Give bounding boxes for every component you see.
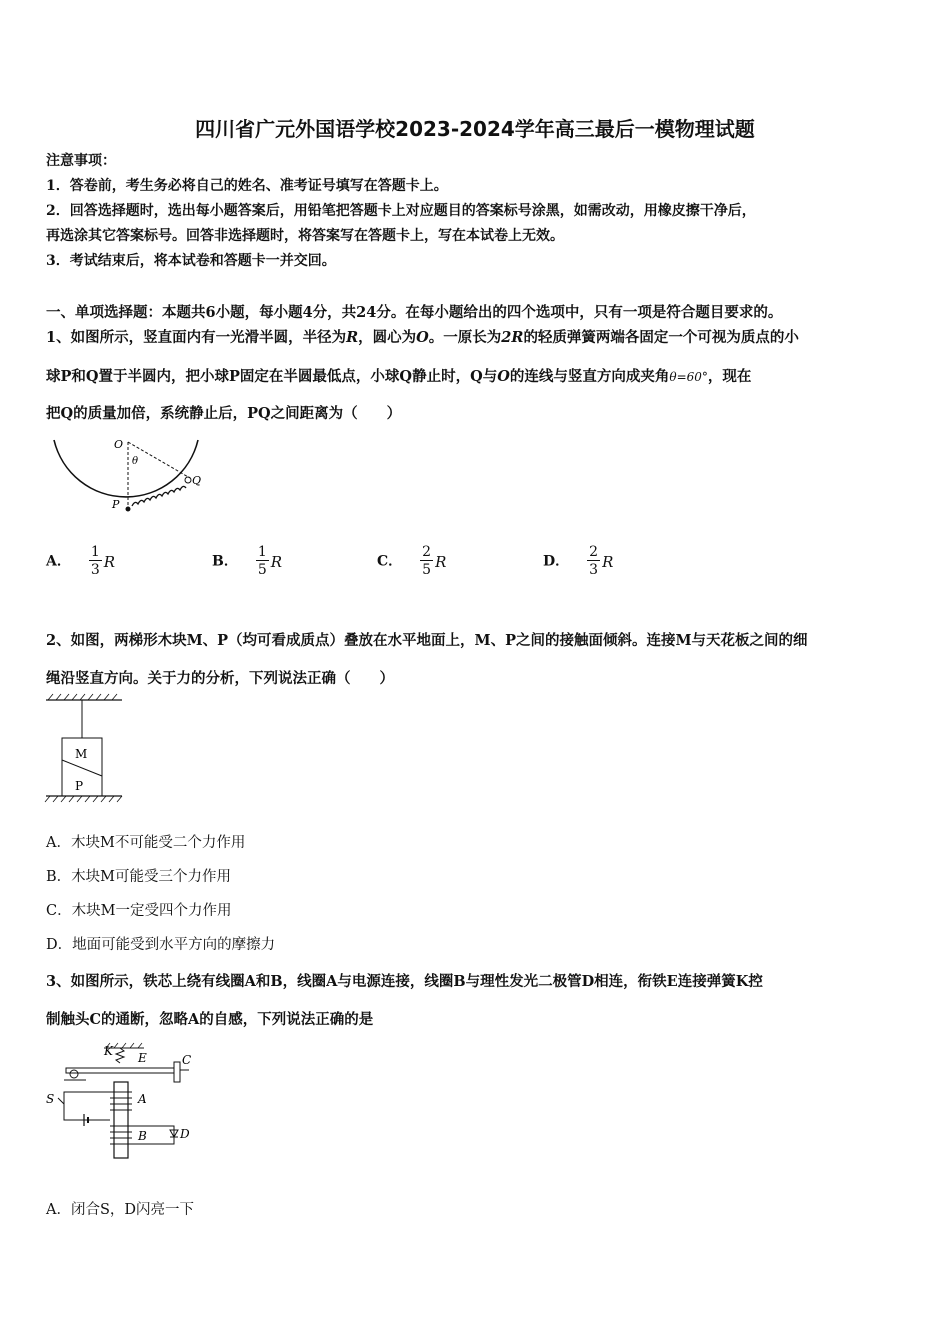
- pivot: [70, 1070, 78, 1078]
- label-s: S: [46, 1092, 55, 1106]
- q3-circuit-figure: [44, 1040, 194, 1166]
- theta-formula: θ=60°: [669, 370, 708, 384]
- label-a: A: [138, 1092, 147, 1106]
- q1-option-c[interactable]: C． $\frac{2}{5}$ R: [377, 544, 447, 578]
- notice-item-3: 3．考试结束后，将本试卷和答题卡一并交回。: [46, 253, 336, 269]
- page-title: 四川省广元外国语学校2023-2024学年高三最后一模物理试题: [195, 117, 755, 141]
- q3-line-2: 制触头C的通断，忽略A的自感，下列说法正确的是: [46, 1011, 374, 1028]
- q2-option-c[interactable]: C．木块M一定受四个力作用: [46, 903, 232, 919]
- label-p: P: [75, 779, 84, 793]
- notice-item-1: 1．答卷前，考生务必将自己的姓名、准考证号填写在答题卡上。: [46, 178, 448, 194]
- q2-line-2: 绳沿竖直方向。关于力的分析，下列说法正确（ ）: [46, 670, 394, 687]
- label-m: M: [75, 747, 88, 761]
- label-q: Q: [192, 474, 202, 487]
- q2-option-a[interactable]: A．木块M不可能受二个力作用: [46, 835, 246, 851]
- q1-option-d[interactable]: D． $\frac{2}{3}$ R: [543, 544, 614, 578]
- coil-a-circuit: [64, 1092, 110, 1120]
- label-e: E: [138, 1051, 147, 1065]
- slanted-interface: [62, 760, 102, 776]
- q1-line-3: 把Q的质量加倍，系统静止后，PQ之间距离为（ ）: [46, 405, 402, 422]
- q2-option-d[interactable]: D．地面可能受到水平方向的摩擦力: [46, 937, 276, 953]
- q2-option-b[interactable]: B．木块M可能受三个力作用: [46, 869, 232, 885]
- label-o: O: [114, 438, 124, 451]
- section-heading: 一、单项选择题：本题共6小题，每小题4分，共24分。在每小题给出的四个选项中，只有一项是符合题目要求的。: [46, 304, 783, 321]
- ceiling-hatch: [48, 694, 117, 700]
- q3-line-1: 3、如图所示，铁芯上绕有线圈A和B，线圈A与电源连接，线圈B与理性发光二极管D相连，衔铁E连接弹簧K控: [46, 973, 763, 990]
- switch-s: [58, 1098, 64, 1104]
- spring-k: [116, 1048, 124, 1063]
- q1-line-2: 球P和Q置于半圆内，把小球P固定在半圆最低点，小球Q静止时，Q与O的连线与竖直方向成夹角θ=60°，现在: [46, 368, 752, 385]
- ground-hatch: [45, 796, 122, 802]
- iron-core: [114, 1082, 128, 1158]
- armature-e: [66, 1068, 174, 1073]
- label-c: C: [182, 1053, 192, 1067]
- q2-blocks-figure: [44, 692, 126, 804]
- notice-heading: 注意事项：: [46, 153, 116, 169]
- q1-line-1: 1、如图所示，竖直面内有一光滑半圆，半径为R，圆心为O。一原长为2R的轻质弹簧两端各固定一个可视为质点的小: [46, 329, 799, 346]
- q2-line-1: 2、如图，两梯形木块M、P（均可看成质点）叠放在水平地面上，M、P之间的接触面倾斜。连接M与天花板之间的细: [46, 632, 808, 649]
- contact-c-body: [174, 1062, 180, 1082]
- q1-semicircle-figure: [48, 436, 208, 518]
- label-b: B: [138, 1129, 147, 1143]
- label-p: P: [112, 498, 120, 511]
- q1-option-a[interactable]: A． $\frac{1}{3}$ R: [46, 544, 116, 578]
- ball-p: [126, 507, 131, 512]
- label-theta: θ: [132, 456, 139, 467]
- ball-q: [185, 477, 191, 483]
- coil-a: [110, 1092, 132, 1110]
- notice-item-2-cont: 再选涂其它答案标号。回答非选择题时，将答案写在答题卡上，写在本试卷上无效。: [46, 228, 564, 244]
- label-k: K: [104, 1044, 113, 1058]
- q1-option-b[interactable]: B． $\frac{1}{5}$ R: [212, 544, 283, 578]
- q3-option-a[interactable]: A．闭合S，D闪亮一下: [46, 1202, 195, 1218]
- coil-b: [110, 1126, 132, 1144]
- notice-item-2: 2．回答选择题时，选出每小题答案后，用铅笔把答题卡上对应题目的答案标号涂黑，如需改动，用橡皮擦干净后，: [46, 203, 756, 219]
- label-d: D: [180, 1127, 190, 1141]
